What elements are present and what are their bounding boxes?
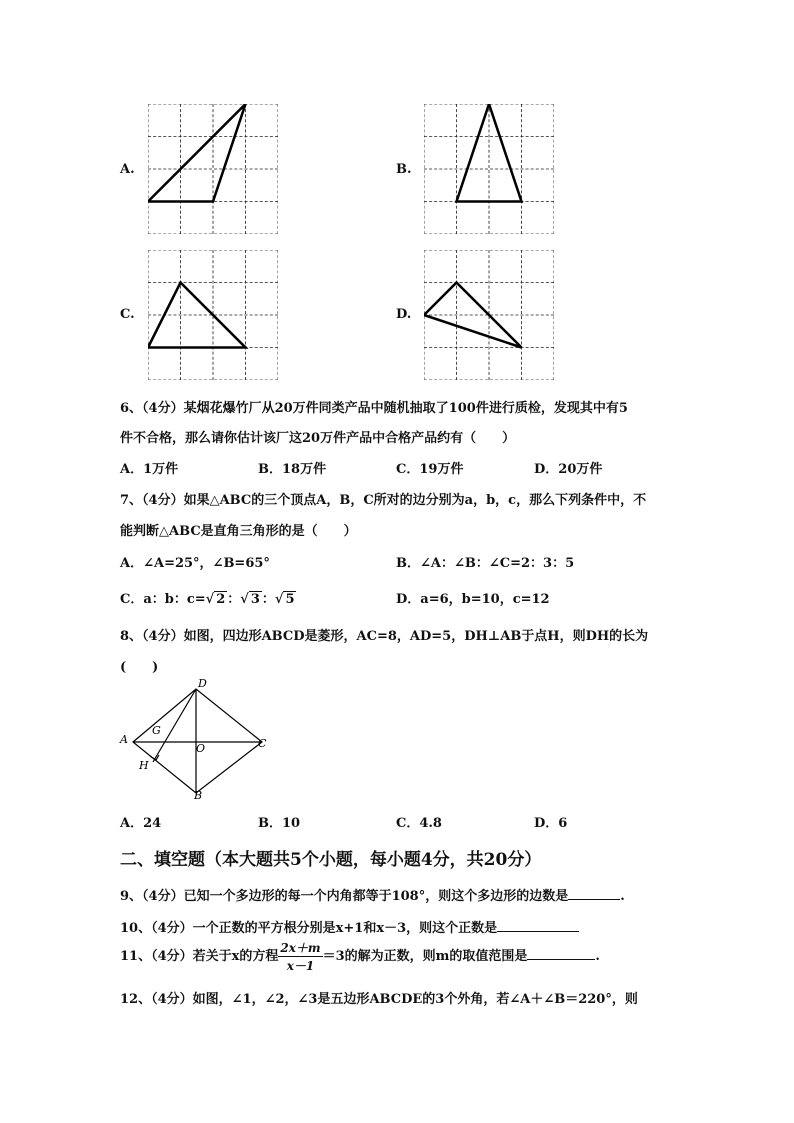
q11-end: .	[595, 949, 600, 964]
q11-fraction	[278, 939, 322, 974]
q7-line2: 能判断△ABC是直角三角形的是（ ）	[120, 524, 357, 539]
option-c-label: C.	[120, 307, 135, 322]
q11-numerator: 2x＋m	[280, 941, 321, 955]
q11-prefix: 11、（4分）若关于x的方程	[120, 949, 279, 964]
q7-line1: 7、（4分）如果△ABC的三个顶点A，B，C所对的边分别为a，b，c，那么下列条件中，不	[120, 493, 647, 508]
figure-option-d	[424, 250, 554, 380]
option-a-label: A.	[120, 162, 135, 177]
q7-option-b: B．∠A：∠B：∠C=2：3：5	[396, 556, 575, 571]
label-c: C	[258, 737, 267, 750]
label-o: O	[196, 742, 206, 755]
option-d-label: D.	[396, 307, 412, 322]
q7-option-c-sep2: ：	[261, 592, 275, 607]
right-angle-marker	[150, 755, 159, 760]
q12-text: 12、（4分）如图，∠1，∠2，∠3是五边形ABCDE的3个外角，若∠A＋∠B＝220°，则	[120, 992, 638, 1007]
figure-option-b	[424, 104, 554, 234]
q7-option-c-root1: 2	[216, 592, 226, 607]
section-title: 二、填空题（本大题共5个小题，每小题4分，共20分）	[120, 850, 542, 870]
q6-option-a: A．1万件	[120, 462, 179, 477]
q7-option-c-sep1: ：	[227, 592, 241, 607]
figure-option-a	[148, 104, 278, 234]
label-g: G	[152, 724, 161, 737]
q7-option-c-prefix: C．a：b：c=	[120, 592, 206, 607]
q7-option-c-root2: 3	[250, 592, 260, 607]
q8-option-d: D．6	[534, 816, 568, 831]
q8-option-b: B．10	[258, 816, 301, 831]
sqrt-symbol: √	[274, 592, 284, 607]
q8-line2: ( )	[120, 660, 159, 675]
label-d: D	[198, 677, 207, 690]
label-a: A	[120, 733, 128, 746]
label-b: B	[194, 789, 203, 802]
q8-line1: 8、（4分）如图，四边形ABCD是菱形，AC=8，AD=5，DH⊥AB于点H，则DH的长为	[120, 629, 649, 644]
q6-option-d: D．20万件	[534, 462, 603, 477]
q6-line1: 6、（4分）某烟花爆竹厂从20万件同类产品中随机抽取了100件进行质检，发现其中有5	[120, 401, 628, 416]
q11-suffix: ＝3的解为正数，则m的取值范围是	[322, 949, 528, 964]
q10	[120, 917, 579, 936]
rhombus-abcd	[133, 689, 262, 793]
q8-option-c: C．4.8	[396, 816, 442, 831]
q9	[120, 885, 625, 904]
q6-option-b: B．18万件	[258, 462, 327, 477]
sqrt-symbol: √	[240, 592, 249, 607]
q6-option-c: C．19万件	[396, 462, 464, 477]
answer-blank[interactable]	[497, 919, 579, 932]
q9-end: .	[620, 889, 625, 904]
label-h: H	[139, 759, 149, 772]
sqrt-symbol: √	[205, 592, 215, 607]
triangle-a	[148, 104, 246, 202]
answer-blank[interactable]	[568, 887, 620, 900]
rhombus-figure	[116, 676, 276, 810]
figure-option-c	[148, 250, 278, 380]
q11-denominator: x－1	[286, 959, 315, 973]
q11	[120, 939, 600, 974]
q7-option-a: A．∠A=25°，∠B=65°	[120, 556, 270, 571]
q9-text: 9、（4分）已知一个多边形的每一个内角都等于108°，则这个多边形的边数是	[120, 889, 569, 904]
answer-blank[interactable]	[527, 947, 595, 960]
q7-option-d: D．a=6，b=10，c=12	[396, 592, 550, 607]
q6-line2: 件不合格，那么请你估计该厂这20万件产品中合格产品约有（ ）	[120, 431, 516, 446]
q8-option-a: A．24	[120, 816, 162, 831]
option-b-label: B.	[396, 162, 412, 177]
q7-option-c-root3: 5	[285, 592, 295, 607]
q7-option-c	[120, 588, 296, 607]
q10-text: 10、（4分）一个正数的平方根分别是x+1和x－3，则这个正数是	[120, 921, 498, 936]
